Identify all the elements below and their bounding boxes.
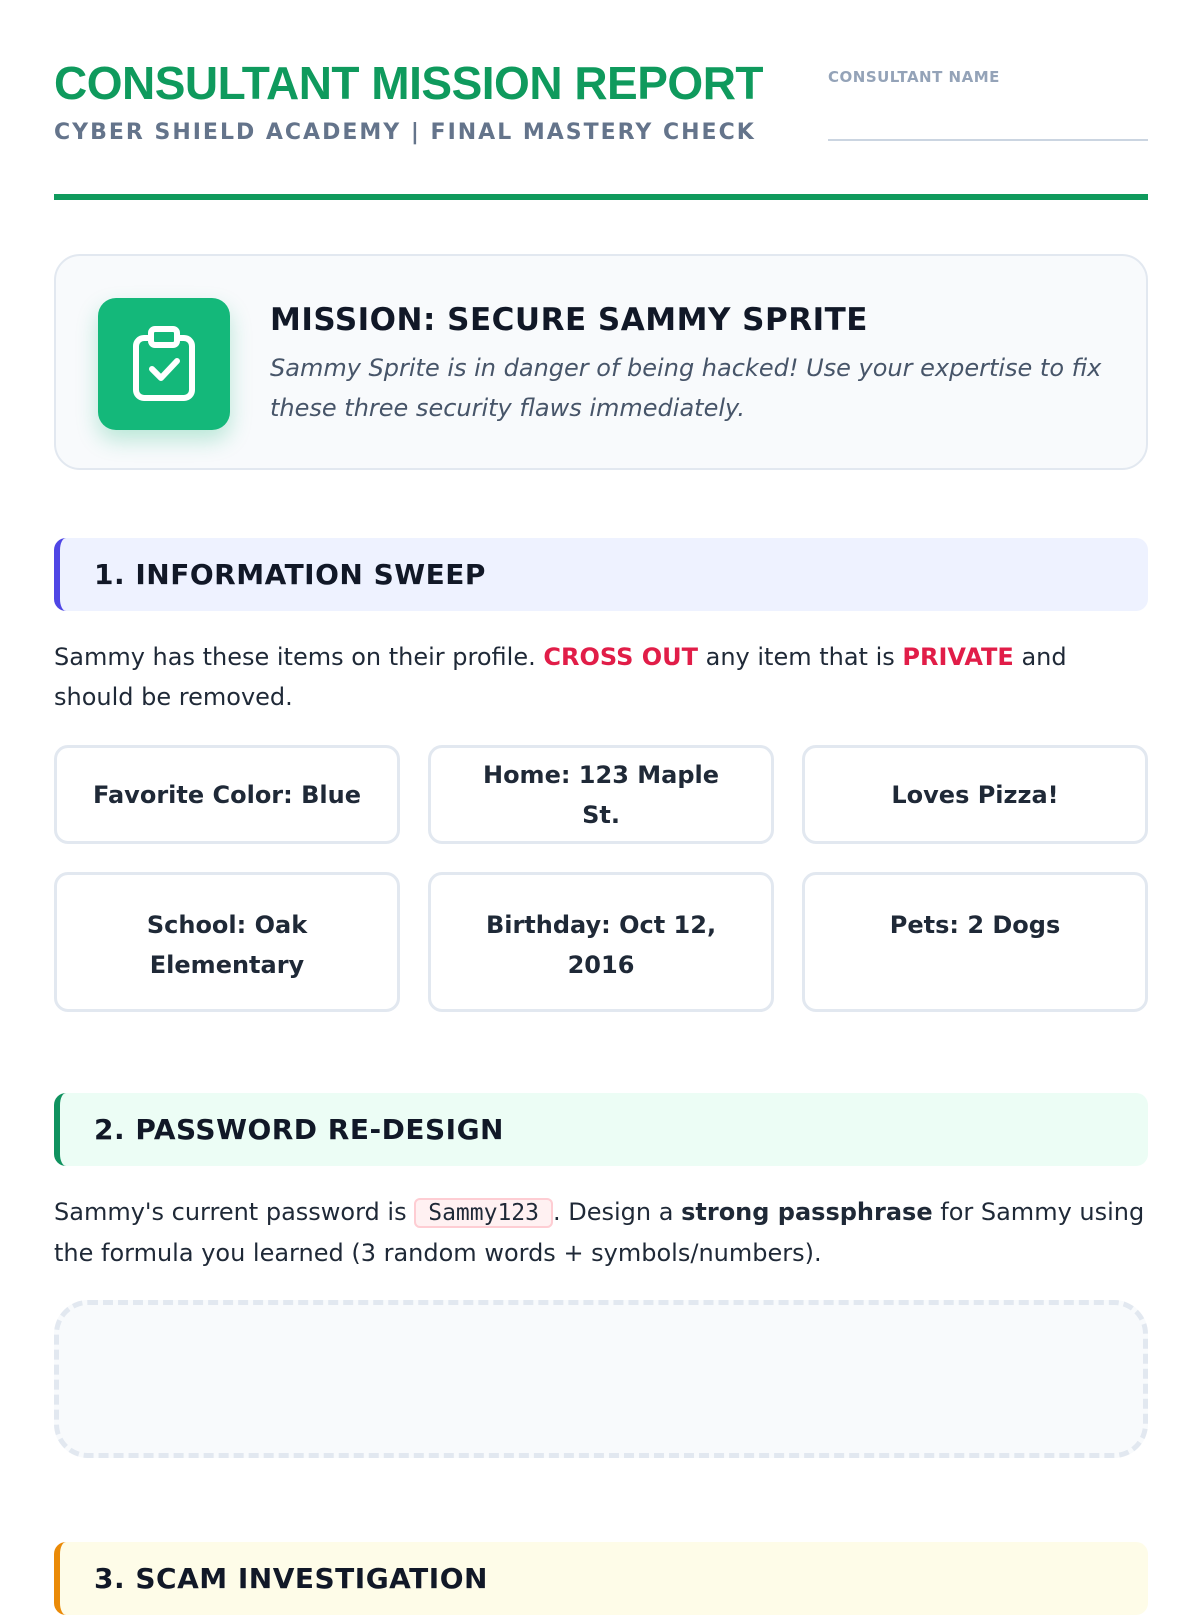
instruction-text: Sammy has these items on their profile. xyxy=(54,643,544,671)
instruction-text: any item that is xyxy=(697,643,903,671)
profile-item-card[interactable] xyxy=(54,745,400,844)
cross-out-emphasis: CROSS OUT xyxy=(543,643,698,671)
header-divider xyxy=(54,194,1148,200)
section-password-redesign-instructions xyxy=(54,1192,1148,1273)
profile-item-label: Home: 123 Maple St. xyxy=(482,760,720,829)
current-password-code: Sammy123 xyxy=(414,1198,553,1228)
mission-description: Sammy Sprite is in danger of being hacked! Use your expertise to fix these three security flaws immediately. xyxy=(270,354,1102,422)
profile-item-label: School: Oak Elementary xyxy=(146,911,308,979)
clipboard-check-icon xyxy=(98,298,230,430)
mission-title: MISSION: SECURE SAMMY SPRITE xyxy=(270,302,868,338)
section-title: 3. SCAM INVESTIGATION xyxy=(94,1562,488,1595)
section-password-redesign-header xyxy=(54,1093,1148,1166)
profile-items-grid xyxy=(54,745,1148,1012)
profile-item-card[interactable] xyxy=(428,745,774,844)
profile-item-card[interactable] xyxy=(802,872,1148,1012)
consultant-name-line[interactable] xyxy=(828,139,1148,141)
section-scam-investigation-header xyxy=(54,1542,1148,1615)
report-header xyxy=(54,0,1148,200)
profile-item-label: Favorite Color: Blue xyxy=(93,780,361,809)
section-information-sweep-instructions xyxy=(54,637,1148,717)
profile-item-card[interactable] xyxy=(54,872,400,1012)
section-title: 2. PASSWORD RE-DESIGN xyxy=(94,1113,504,1146)
profile-item-card[interactable] xyxy=(802,745,1148,844)
passphrase-answer-box[interactable] xyxy=(54,1300,1148,1458)
instruction-text: . Design a xyxy=(553,1198,682,1226)
report-subtitle: CYBER SHIELD ACADEMY | FINAL MASTERY CHECK xyxy=(54,120,756,145)
consultant-name-label: CONSULTANT NAME xyxy=(828,68,1000,86)
report-page xyxy=(54,0,1148,1595)
report-title: CONSULTANT MISSION REPORT xyxy=(54,57,764,109)
profile-item-card[interactable] xyxy=(428,872,774,1012)
instruction-text: and should be removed. xyxy=(54,643,1067,711)
section-title: 1. INFORMATION SWEEP xyxy=(94,558,486,591)
profile-item-label: Loves Pizza! xyxy=(891,780,1059,809)
instruction-text: for Sammy using the formula you learned (3 random words + symbols/numbers). xyxy=(54,1198,1145,1267)
instruction-text: Sammy's current password is xyxy=(54,1198,415,1226)
profile-item-label: Pets: 2 Dogs xyxy=(889,911,1061,939)
profile-item-label: Birthday: Oct 12, 2016 xyxy=(485,911,717,979)
strong-passphrase-emphasis: strong passphrase xyxy=(681,1198,933,1226)
mission-card xyxy=(54,254,1148,470)
section-information-sweep-header xyxy=(54,538,1148,611)
private-emphasis: PRIVATE xyxy=(902,643,1014,671)
